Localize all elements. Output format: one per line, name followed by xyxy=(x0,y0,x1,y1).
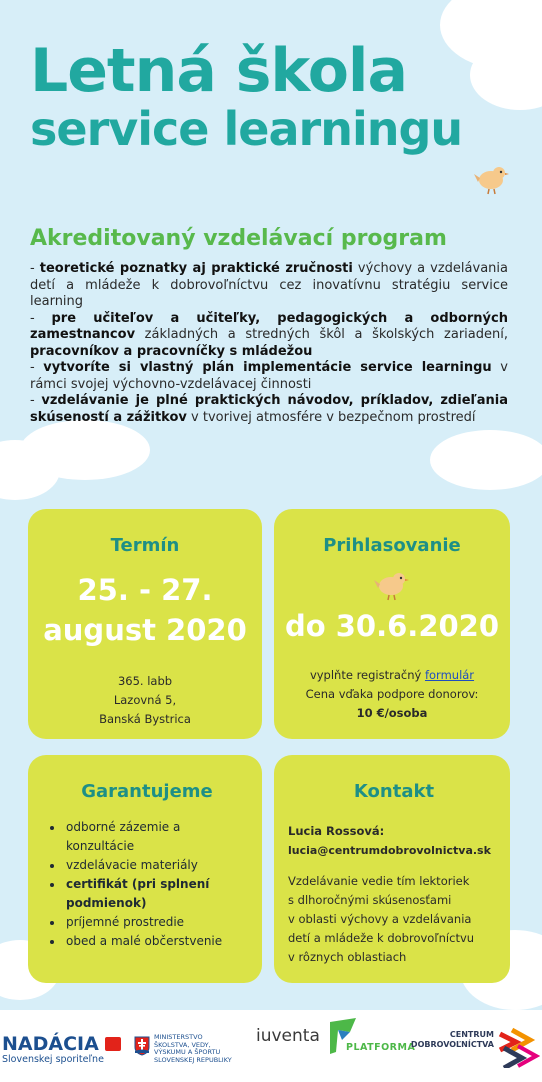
contact-description-line: v rôznych oblastiach xyxy=(288,950,407,964)
bullet-bold-text: vytvoríte si vlastný plán implementácie service learningu xyxy=(43,360,492,375)
program-bullet xyxy=(30,261,508,311)
program-bullet xyxy=(30,311,508,361)
guarantee-item: • certifikát (pri splnení podmienok) xyxy=(64,875,248,913)
contact-description-line: Vzdelávanie vedie tím lektoriek xyxy=(288,874,470,888)
guarantee-list xyxy=(46,818,248,951)
ministry-line-4: SLOVENSKEJ REPUBLIKY xyxy=(154,1055,232,1064)
register-text: vyplňte registračný xyxy=(309,668,422,682)
contact-email[interactable]: lucia@centrumdobrovolnictva.sk xyxy=(288,844,491,857)
termin-date-line-1: 25. - 27. xyxy=(77,573,213,607)
centrum-mark-icon xyxy=(496,1024,540,1068)
bullet-text: v rámci svojej výchovno-vzdelávacej činnosti xyxy=(30,360,508,392)
bullet-text: v tvorivej atmosfére v bezpečnom prostredí xyxy=(186,409,476,425)
nadacia-logo xyxy=(2,1034,121,1065)
termin-date-line-2: august 2020 xyxy=(43,613,247,647)
centrum-line-2: DOBROVOĽNÍCTVA xyxy=(410,1040,494,1049)
program-bullet xyxy=(30,393,508,426)
page-title xyxy=(30,38,462,154)
bullet-text: - xyxy=(30,393,42,408)
bullet-text: výchovy a vzdelávania detí a mládeže k dobrovoľníctvu cez inovatívnu stratégiu service learning xyxy=(30,261,508,309)
kontakt-heading: Kontakt xyxy=(353,781,435,802)
bullet-bold-text: pracovníkov a pracovníčky s mládežou xyxy=(30,343,313,359)
price-value: 10 €/osoba xyxy=(356,706,428,720)
garantujeme-card xyxy=(28,755,262,983)
contact-name: Lucia Rossová: xyxy=(288,824,385,838)
guarantee-item: • príjemné prostredie xyxy=(64,913,248,932)
guarantee-item: • vzdelávacie materiály xyxy=(64,856,248,875)
termin-card xyxy=(28,509,262,739)
nadacia-name: NADÁCIA xyxy=(2,1033,99,1055)
bullet-bold-text: vzdelávanie je plné praktických návodov, príkladov, zdieľania skúseností a zážitkov xyxy=(30,393,508,425)
registration-deadline: do 30.6.2020 xyxy=(284,609,500,643)
bullet-bold-text: pre učiteľov a učiteľky, pedagogických a odborných zamestnancov xyxy=(30,310,508,342)
iuventa-logo xyxy=(256,1026,320,1046)
bullet-bold-text: teoretické poznatky aj praktické zručnosti xyxy=(39,261,353,276)
platforma-name: PLATFORMA xyxy=(346,1042,416,1053)
nadacia-mark-icon xyxy=(105,1037,121,1051)
price-text: Cena vďaka podpore donorov: xyxy=(305,687,479,701)
program-subtitle: Akreditovaný vzdelávací program xyxy=(30,226,447,251)
prihlasovanie-card xyxy=(274,509,510,739)
guarantee-item: • odborné zázemie a konzultácie xyxy=(64,818,248,856)
ministry-line-3: VÝSKUMU A ŠPORTU xyxy=(154,1048,221,1056)
garantujeme-heading: Garantujeme xyxy=(81,781,213,802)
place-line-1: 365. labb xyxy=(117,674,173,688)
centrum-line-1: CENTRUM xyxy=(449,1030,494,1039)
registration-form-link[interactable]: formulár xyxy=(424,668,475,682)
contact-description xyxy=(288,872,500,967)
bird-icon xyxy=(474,160,510,196)
platforma-logo xyxy=(328,1018,416,1058)
program-bullets xyxy=(30,261,508,426)
bullet-text: - xyxy=(30,261,40,276)
title-line-1: Letná škola xyxy=(30,36,407,106)
bird-icon xyxy=(373,566,411,602)
bullet-text: základných a stredných škôl a školských zariadení, xyxy=(135,327,508,342)
nadacia-subname: Slovenskej sporiteľne xyxy=(2,1054,104,1065)
partner-logos xyxy=(0,1010,542,1082)
prihlasovanie-heading: Prihlasovanie xyxy=(323,535,461,556)
iuventa-name: iuventa xyxy=(256,1026,320,1046)
contact-description-line: s dlhoročnými skúsenosťami xyxy=(288,893,452,907)
place-line-3: Banská Bystrica xyxy=(99,712,191,726)
contact-description-line: detí a mládeže k dobrovoľníctvu xyxy=(288,931,475,945)
bullet-text: - xyxy=(30,310,52,326)
program-bullet xyxy=(30,360,508,393)
kontakt-card xyxy=(274,755,510,983)
title-line-2: service learningu xyxy=(30,102,463,156)
cloud-decoration xyxy=(430,430,542,490)
slovak-coat-of-arms-icon xyxy=(134,1036,150,1056)
ministry-line-1: MINISTERSTVO xyxy=(154,1033,203,1041)
place-line-2: Lazovná 5, xyxy=(113,693,177,707)
contact-description-line: v oblasti výchovy a vzdelávania xyxy=(288,912,472,926)
guarantee-item: • obed a malé občerstvenie xyxy=(64,932,248,951)
ministry-line-2: ŠKOLSTVA, VEDY, xyxy=(154,1040,211,1049)
register-line xyxy=(274,666,510,685)
bullet-text: - xyxy=(30,360,44,375)
termin-heading: Termín xyxy=(110,535,180,556)
